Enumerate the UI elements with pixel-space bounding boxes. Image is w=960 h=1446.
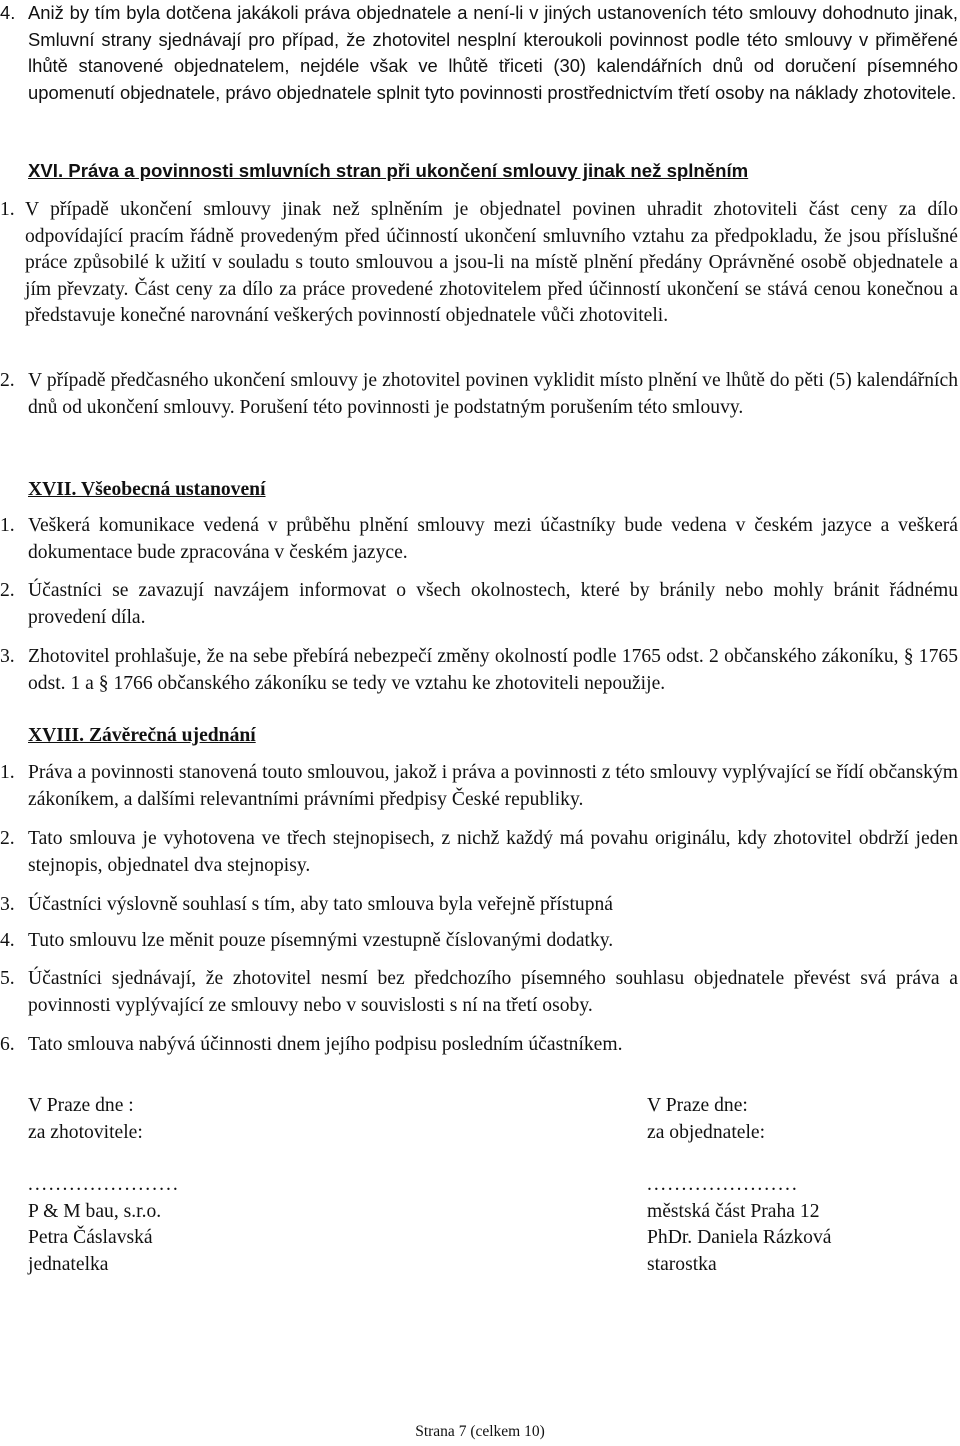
clause-text: Zhotovitel prohlašuje, že na sebe přebírá nebezpečí změny okolností podle 1765 odst. 2 občanského zákoníku, § 1765 odst. 1 a § 1766 občanského zákoníku se tedy ve vztahu ke zhotoviteli nepoužije. [28,646,958,694]
clause-18-4 [0,928,958,955]
clause-18-5 [0,966,958,1019]
clause-number: 3. [0,646,15,667]
clause-18-2 [0,826,958,879]
clause-text: Tato smlouva nabývá účinnosti dnem jejího podpisu posledním účastníkem. [28,1034,623,1055]
clause-number: 1. [0,515,15,536]
clause-number: 2. [0,370,15,391]
section-16-heading: XVI. Práva a povinnosti smluvních stran při ukončení smlouvy jinak než splněním [28,160,749,181]
signature-place-date: V Praze dne : [28,1095,134,1116]
signature-spacer [28,1146,348,1172]
clause-text: Veškerá komunikace vedená v průběhu plnění smlouvy mezi účastníky bude vedena v českém jazyce a veškerá dokumentace bude zpracována v českém jazyce. [28,515,958,563]
clause-text: V případě předčasného ukončení smlouvy je zhotovitel povinen vyklidit místo plnění ve lhůtě do pěti (5) kalendářních dnů od ukončení smlouvy. Porušení této povinnosti je podstatným porušením této smlouvy. [28,370,958,418]
signature-place-date: V Praze dne: [647,1095,748,1116]
signature-line: ...................... [28,1174,180,1195]
signature-line: ...................... [647,1174,799,1195]
clause-text: Účastníci se zavazují navzájem informovat o všech okolnostech, které by bránily nebo mohly bránit řádnému provedení díla. [28,580,958,628]
section-17-heading: XVII. Všeobecná ustanovení [28,479,266,500]
signature-party: městská část Praha 12 [647,1200,820,1222]
clause-number: 4. [0,2,16,23]
clause-text: Tuto smlouvu lze měnit pouze písemnými vzestupně číslovanými dodatky. [28,930,614,951]
signature-role: za zhotovitele: [28,1121,143,1143]
clause-number: 3. [0,894,15,915]
signature-title: starostka [647,1253,717,1275]
clause-17-1 [0,513,958,566]
section-18-heading: XVIII. Závěrečná ujednání [28,725,256,746]
clause-18-1 [0,760,958,813]
clause-16-1 [0,197,958,330]
clause-17-3 [0,644,958,697]
clause-17-2 [0,578,958,631]
clause-text: Účastníci výslovně souhlasí s tím, aby tato smlouva byla veřejně přístupná [28,894,613,915]
signature-party: P & M bau, s.r.o. [28,1200,162,1222]
clause-15-4 [0,0,958,106]
clause-18-3 [0,892,958,919]
clause-text: Práva a povinnosti stanovená touto smlouvou, jakož i práva a povinnosti z této smlouvy vyplývající se řídí občanským zákoníkem, a dalšími relevantními právními předpisy České republiky. [28,762,958,810]
clause-number: 1. [0,762,15,783]
signature-block-contractor [28,1093,348,1278]
clause-text: Účastníci sjednávají, že zhotovitel nesmí bez předchozího písemného souhlasu objednatele převést svá práva a povinnosti vyplývající ze smlouvy nebo v souvislosti s ní na třetí osoby. [28,968,958,1016]
signature-role: za objednatele: [647,1121,766,1143]
page-footer: Strana 7 (celkem 10) [415,1423,545,1440]
clause-number: 2. [0,828,15,849]
clause-number: 6. [0,1034,15,1055]
clause-text: Tato smlouva je vyhotovena ve třech stejnopisech, z nichž každý má povahu originálu, kdy zhotovitel obdrží jeden stejnopis, objednatel dva stejnopisy. [28,828,958,876]
signature-name: Petra Čáslavská [28,1227,153,1248]
signature-block-client [647,1093,960,1278]
clause-18-6 [0,1032,958,1059]
clause-number: 5. [0,968,15,989]
clause-text: Aniž by tím byla dotčena jakákoli práva objednatele a není-li v jiných ustanoveních této smlouvy dohodnuto jinak, Smluvní strany sjednávají pro případ, že zhotovitel nesplní kteroukoli povinnost podle této smlouvy v přiměřené lhůtě stanovené objednatelem, nejdéle však ve lhůtě třiceti (30) kalendářních dnů od doručení písemného upomenutí objednatele, právo objednatele splnit tyto povinnosti prostřednictvím třetí osoby na náklady zhotovitele. [28,2,958,103]
signature-title: jednatelka [28,1253,109,1275]
clause-16-2 [0,368,958,421]
clause-text: V případě ukončení smlouvy jinak než splněním je objednatel povinen uhradit zhotoviteli část ceny za dílo odpovídající pracím řádně provedeným před účinností ukončení smluvního vztahu za předpokladu, že jsou příslušné práce způsobilé k užití v souladu s touto smlouvou a jsou-li na místě plnění předány Oprávněné osobě objednatele a jím převzaty. Část ceny za dílo za práce provedené zhotovitelem před účinností ukončení se stává cenou konečnou a představuje konečné narovnání veškerých povinností objednatele vůči zhotoviteli. [25,199,958,326]
clause-number: 2. [0,580,15,601]
clause-number: 1. [0,199,15,220]
clause-number: 4. [0,930,15,951]
signature-name: PhDr. Daniela Rázková [647,1227,832,1248]
signature-spacer [647,1146,960,1172]
